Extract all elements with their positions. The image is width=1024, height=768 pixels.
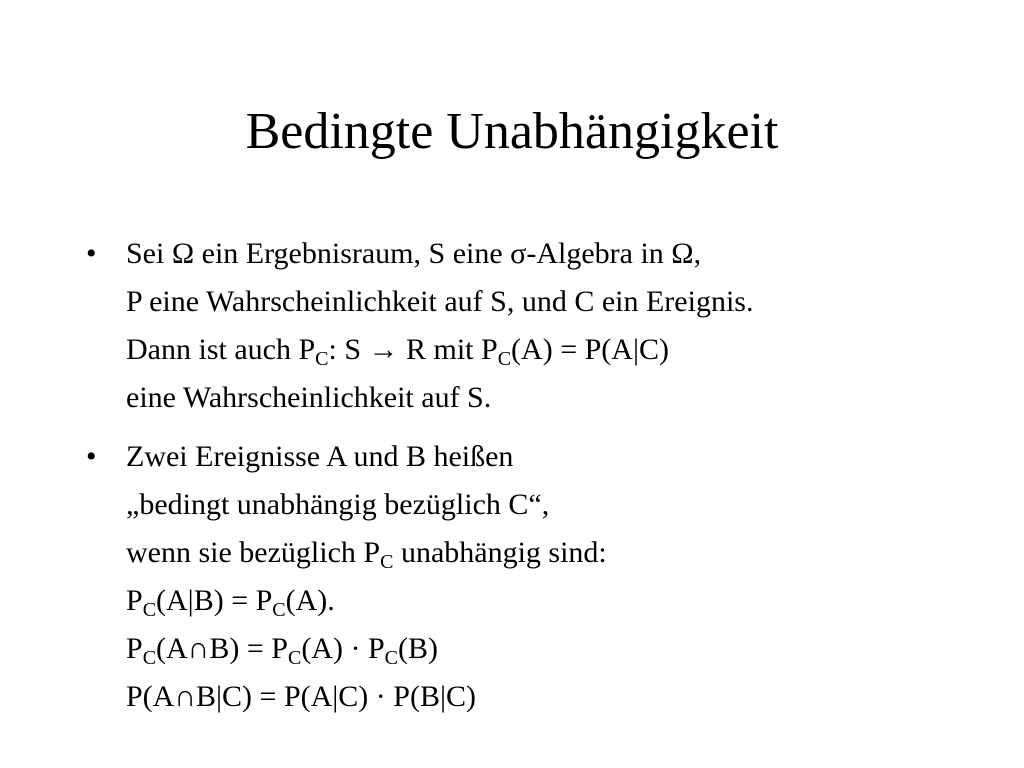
- subscript: C: [142, 647, 157, 669]
- bullet-line: Dann ist auch $P_C$: S → R mit $P_C(A) = P(A|C)$: [126, 333, 669, 370]
- subscript: C: [315, 348, 329, 370]
- bullet-marker: •: [86, 237, 97, 270]
- formula-line: P(A∩B|C) = P(A|C) · P(B|C): [126, 680, 476, 713]
- bullet-item-sigma-algebra: [84, 230, 984, 422]
- subscript: C: [380, 551, 394, 573]
- subscript: C: [272, 599, 286, 621]
- subscript: C: [497, 348, 512, 370]
- bullet-line: wenn sie bezüglich $P_C$ unabhängig sind:: [126, 536, 607, 573]
- bullet-marker: •: [86, 440, 97, 473]
- bullet-line: eine Wahrscheinlichkeit auf S.: [126, 381, 492, 414]
- formula-line: $P_C(A\cap B) = P_C(A) \cdot P_C(B)$: [126, 632, 438, 669]
- subscript: C: [142, 599, 157, 621]
- subscript: C: [384, 647, 398, 669]
- bullet-line: P eine Wahrscheinlichkeit auf S, und C ein Ereignis.: [126, 285, 754, 318]
- bullet-list: [84, 230, 984, 721]
- formula-line: $P_C(A|B) = P_C(A)$.: [126, 584, 335, 621]
- bullet-line: Zwei Ereignisse A und B heißen: [126, 440, 514, 473]
- subscript: C: [287, 647, 302, 669]
- bullet-line: Sei Ω ein Ergebnisraum, S eine σ-Algebra in Ω,: [126, 237, 702, 270]
- bullet-line: „bedingt unabhängig bezüglich C“,: [126, 488, 550, 521]
- slide-title: Bedingte Unabhängigkeit: [245, 103, 779, 160]
- bullet-item-conditional-independence: [84, 433, 984, 721]
